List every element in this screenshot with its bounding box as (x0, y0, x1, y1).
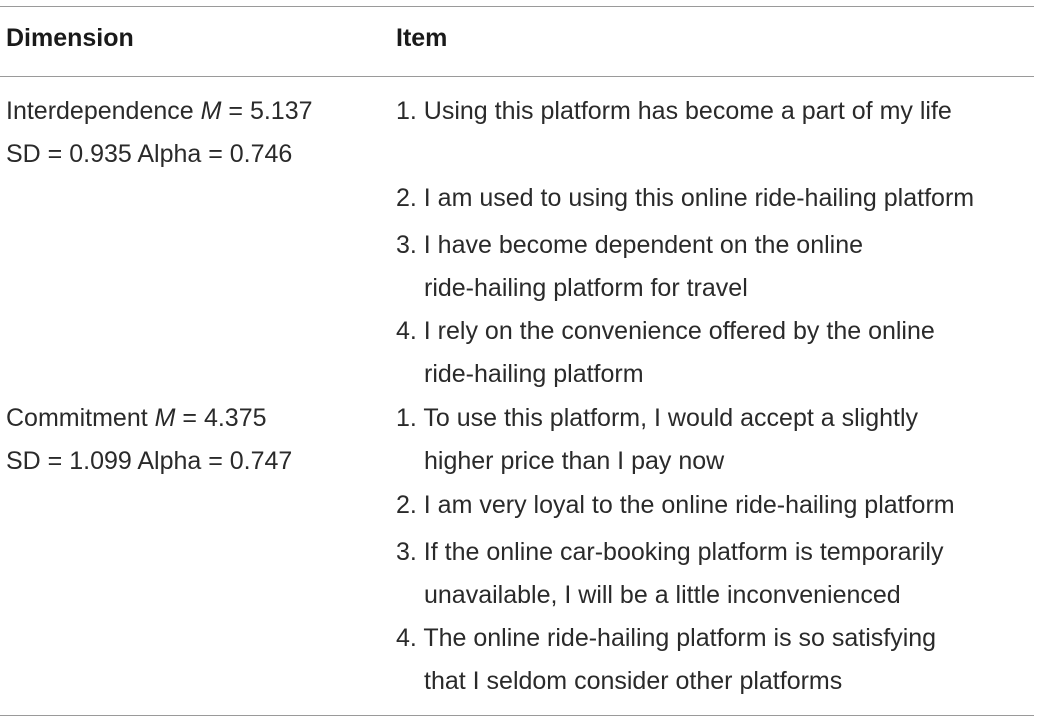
item-text: 1. To use this platform, I would accept a slightly (396, 404, 919, 432)
item-text: 2. I am very loyal to the online ride-hailing platform (396, 491, 955, 519)
item-text: 3. If the online car-booking platform is temporarily (396, 538, 944, 566)
dimension-cell-commitment (6, 397, 292, 483)
item-text-continued: that I seldom consider other platforms (424, 667, 843, 695)
item-text: 3. I have become dependent on the online (396, 231, 864, 259)
table-top-rule (0, 6, 1034, 7)
dimension-stats: SD = 0.935 Alpha = 0.746 (6, 140, 293, 168)
mean-value: = 4.375 (175, 404, 267, 432)
item-text: 4. The online ride-hailing platform is so satisfying (396, 624, 937, 652)
item-commitment-2 (396, 484, 955, 527)
item-commitment-3 (396, 531, 943, 617)
item-commitment-4 (396, 617, 936, 703)
item-interdependence-1 (396, 90, 952, 133)
item-interdependence-2 (396, 177, 974, 220)
dimension-name: Commitment (6, 404, 148, 432)
item-text-continued: higher price than I pay now (424, 447, 725, 475)
item-text-continued: ride-hailing platform for travel (424, 274, 748, 302)
item-interdependence-4 (396, 310, 935, 396)
header-rule (0, 76, 1034, 77)
item-text: 2. I am used to using this online ride-hailing platform (396, 184, 975, 212)
item-commitment-1 (396, 397, 918, 483)
column-header-item: Item (396, 24, 448, 52)
item-text: 1. Using this platform has become a part of my life (396, 97, 952, 125)
item-text: 4. I rely on the convenience offered by the online (396, 317, 935, 345)
item-text-continued: unavailable, I will be a little inconvenienced (424, 581, 901, 609)
mean-value: = 5.137 (221, 97, 313, 125)
mean-symbol: M (154, 404, 176, 432)
dimension-stats: SD = 1.099 Alpha = 0.747 (6, 447, 293, 475)
item-text-continued: ride-hailing platform (424, 360, 644, 388)
dimension-name: Interdependence (6, 97, 194, 125)
column-header-dimension: Dimension (6, 24, 134, 52)
item-interdependence-3 (396, 224, 863, 310)
mean-symbol: M (200, 97, 222, 125)
dimension-cell-interdependence (6, 90, 313, 176)
table-bottom-rule (0, 715, 1034, 716)
